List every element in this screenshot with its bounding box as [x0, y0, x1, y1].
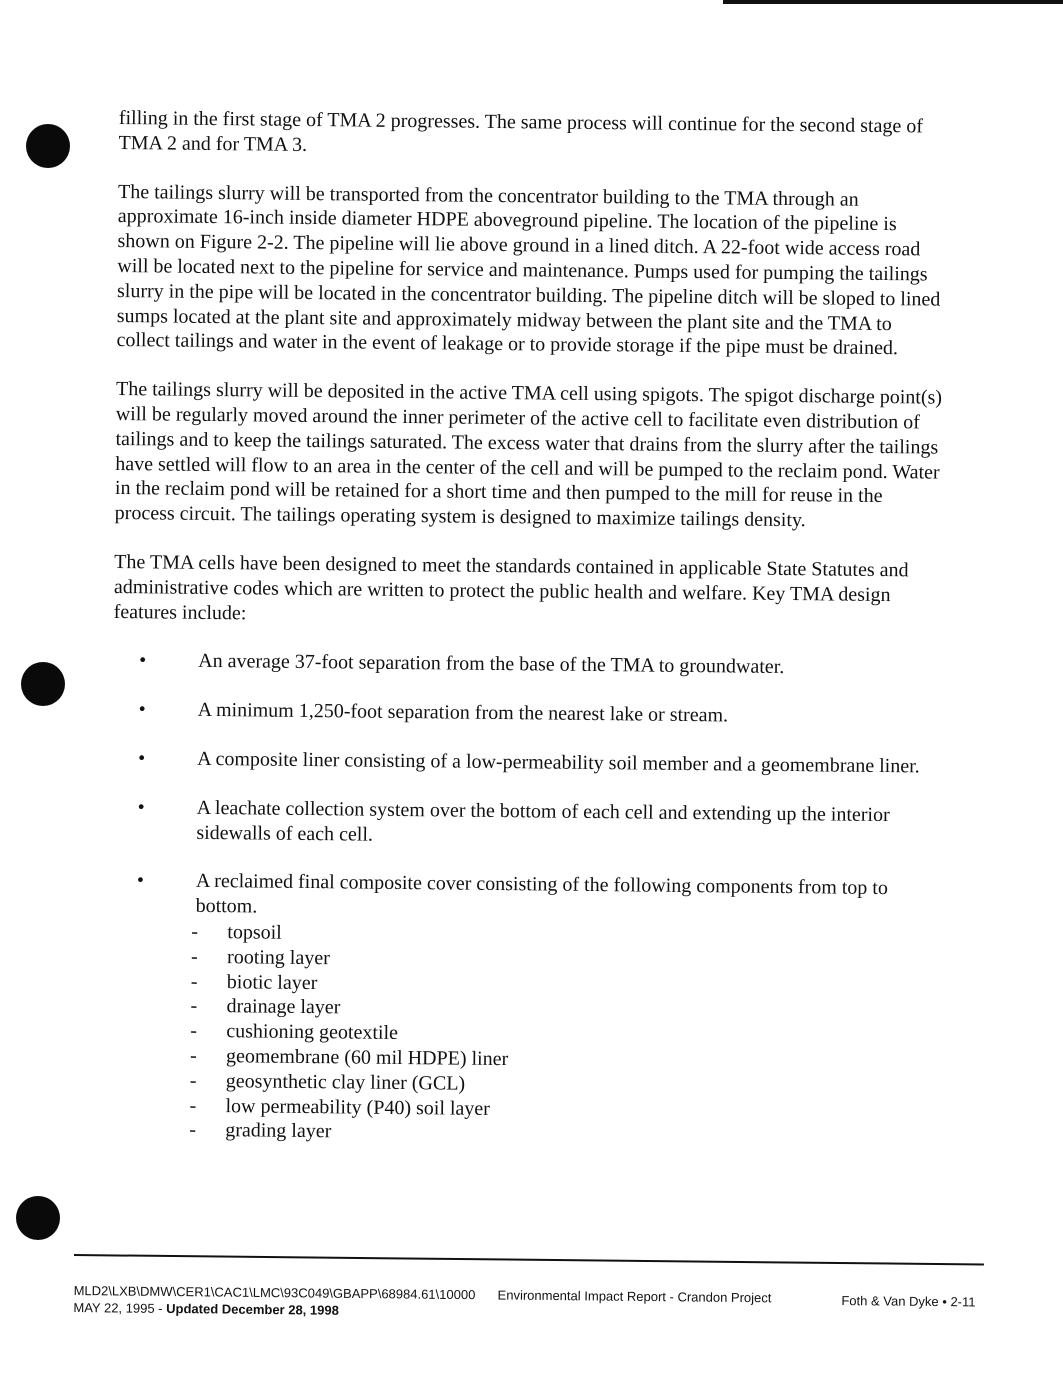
- list-item: [111, 795, 941, 853]
- dash-icon: -: [190, 1019, 198, 1042]
- paragraph-spigots: The tailings slurry will be deposited in the active TMA cell using spigots. The spigot discharge point(s) will be regularly moved around the inner perimeter of the active cell to facilitate even distribution of tailings and to keep the tailings saturated. The excess water that drains from the slurry after the tailings have settled will flow to an area in the center of the cell and will be pumped to the reclaim pond. Water in the reclaim pond will be retained for a short time and then pumped to the mill for reuse in the process circuit. The tailings operating system is designed to maximize tailings density.: [114, 378, 943, 532]
- list-item: [113, 648, 943, 681]
- footer-updated-date: Updated December 28, 1998: [166, 1300, 339, 1318]
- page-body: [108, 106, 949, 1175]
- sublist-text: topsoil: [227, 921, 282, 944]
- list-item: [113, 697, 943, 730]
- sublist-text: drainage layer: [226, 995, 341, 1019]
- dash-icon: -: [189, 1119, 197, 1142]
- bullet-icon: •: [136, 869, 145, 892]
- footer-report-title: Environmental Impact Report - Crandon Project: [497, 1287, 772, 1306]
- punch-hole-top: [26, 124, 70, 168]
- bullet-icon: •: [139, 649, 147, 672]
- bullet-icon: •: [138, 747, 146, 770]
- cover-components-list: [189, 920, 940, 1151]
- bullet-text: A leachate collection system over the bottom of each cell and extending up the interior sidewalls of each cell.: [196, 796, 890, 846]
- bullet-text: A composite liner consisting of a low-permeability soil member and a geomembrane liner.: [197, 747, 920, 778]
- paragraph-continuation: filling in the first stage of TMA 2 progresses. The same process will continue for the second stage of TMA 2 and for TMA 3.: [118, 106, 924, 156]
- bullet-icon: •: [137, 795, 145, 819]
- dash-icon: -: [189, 1094, 197, 1117]
- dash-icon: -: [190, 945, 198, 968]
- footer-file-path: MLD2\LXB\DMW\CER1\CAC1\LMC\93C049\GBAPP\68984.61\10000: [73, 1282, 476, 1303]
- footer-divider: [74, 1254, 984, 1266]
- dash-icon: -: [190, 995, 198, 1018]
- sublist-text: low permeability (P40) soil layer: [225, 1094, 491, 1120]
- page-footer: [73, 1254, 984, 1326]
- punch-hole-bottom: [16, 1196, 60, 1240]
- dash-icon: -: [189, 1044, 197, 1067]
- punch-hole-middle: [21, 662, 65, 706]
- sublist-text: rooting layer: [226, 945, 330, 969]
- sublist-text: geosynthetic clay liner (GCL): [225, 1069, 466, 1095]
- list-item: [112, 746, 942, 779]
- bullet-text: A minimum 1,250-foot separation from the nearest lake or stream.: [197, 698, 729, 727]
- bullet-icon: •: [138, 698, 146, 721]
- paragraph-design-features: The TMA cells have been designed to meet the standards contained in applicable State Statutes and administrative codes which are written to protect the public health and welfare. Key TMA design features include:: [113, 550, 909, 624]
- footer-date: MAY 22, 1995 -: [73, 1299, 167, 1316]
- footer-company-page: Foth & Van Dyke • 2-11: [841, 1293, 976, 1310]
- sublist-text: grading layer: [225, 1119, 332, 1143]
- scan-edge-mark: [723, 0, 1063, 4]
- dash-icon: -: [191, 920, 199, 943]
- sublist-text: cushioning geotextile: [226, 1020, 399, 1045]
- dash-icon: -: [189, 1069, 197, 1092]
- dash-icon: -: [190, 970, 198, 993]
- bullet-text: A reclaimed final composite cover consisting of the following components from top to bottom.: [195, 870, 889, 918]
- sublist-text: biotic layer: [226, 970, 318, 994]
- sublist-text: geomembrane (60 mil HDPE) liner: [225, 1045, 509, 1071]
- list-item: [108, 868, 941, 1150]
- bullet-text: An average 37-foot separation from the base of the TMA to groundwater.: [198, 650, 785, 679]
- design-features-list: [108, 648, 943, 1150]
- paragraph-pipeline: The tailings slurry will be transported from the concentrator building to the TMA through an approximate 16-inch inside diameter HDPE aboveground pipeline. The location of the pipeline is shown on Figure 2-2. The pipeline will lie above ground in a lined ditch. A 22-foot wide access road will be located next to the pipeline for service and maintenance. Pumps used for pumping the tailings slurry in the pipe will be located in the concentrator building. The pipeline ditch will be sloped to lined sumps located at the plant site and approximately midway between the plant site and the TMA to collect tailings and water in the event of leakage or to provide storage if the pipe must be drained.: [116, 180, 941, 360]
